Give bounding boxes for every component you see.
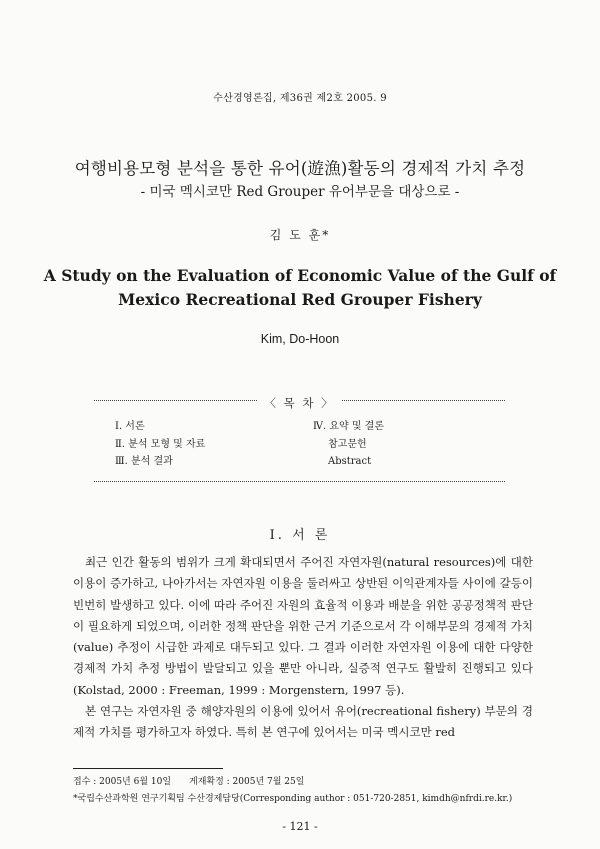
accepted-date: 게재확정 : 2005년 7월 25일 <box>189 777 305 787</box>
english-title-line-1: A Study on the Evaluation of Economic Value of the Gulf of <box>43 266 557 285</box>
section-heading: Ⅰ. 서 론 <box>269 528 331 543</box>
footnote-divider <box>73 768 223 769</box>
toc-item: Ⅱ. 분석 모형 및 자료 <box>115 438 206 450</box>
toc-item: Abstract <box>328 456 372 467</box>
korean-subtitle: - 미국 멕시코만 Red Grouper 유어부문을 대상으로 - <box>140 184 460 200</box>
footnote-dates <box>73 774 304 787</box>
toc-item: Ⅰ. 서론 <box>115 421 145 432</box>
paragraph: 최근 인간 활동의 범위가 크게 확대되면서 주어진 자연자원(natural resources)에 대한 이용이 증가하고, 나아가서는 자연자원 이용을 둘러싸고 상반된 이익관계자들 사이에 갈등이 빈번히 발생하고 있다. 이에 따라 주어진 자원의 효율적 이용과 배분을 위한 공공정책적 판단이 필요하게 되었으며, 이러한 정책 판단을 위한 근거 기준으로서 각 이해부문의 경제적 가치(value) 추정이 시급한 과제로 대두되고 있다. 그 결과 이러한 자연자원 이용에 대한 다양한 경제적 가치 추정 방법이 발달되고 있을 뿐만 아니라, 실증적 연구도 활발히 진행되고 있다(Kolstad, 2000 : Freeman, 1999 : Morgenstern, 1997 등). <box>73 555 533 697</box>
english-title <box>0 264 600 312</box>
korean-title: 여행비용모형 분석을 통한 유어(遊漁)활동의 경제적 가치 추정 <box>74 159 526 178</box>
body-text <box>73 552 533 744</box>
english-title-line-2: Mexico Recreational Red Grouper Fishery <box>118 290 482 309</box>
toc-heading <box>94 392 505 411</box>
journal-citation: 수산경영론집, 제36권 제2호 2005. 9 <box>213 93 387 104</box>
english-author: Kim, Do-Hoon <box>260 332 340 346</box>
toc-item: Ⅳ. 요약 및 결론 <box>313 421 385 432</box>
table-of-contents <box>94 396 505 482</box>
toc-heading-label: 〈 목 차 〉 <box>258 396 340 410</box>
toc-left-column <box>115 418 205 471</box>
korean-author: 김 도 훈* <box>269 228 331 242</box>
toc-item: 참고문헌 <box>328 438 367 450</box>
footnote-affiliation: *국립수산과학원 연구기획팀 수산경제담당(Corresponding author : 051-720-2851, kimdh@nfrdi.re.kr.) <box>73 794 513 804</box>
toc-item: Ⅲ. 분석 결과 <box>115 456 173 467</box>
page-number: - 121 - <box>282 820 318 833</box>
toc-right-column <box>313 418 384 471</box>
paragraph: 본 연구는 자연자원 중 해양자원의 이용에 있어서 유어(recreational fishery) 부문의 경제적 가치를 평가하고자 하였다. 특히 본 연구에 있어서는 미국 멕시코만 red <box>73 704 533 740</box>
received-date: 접수 : 2005년 6월 10일 <box>73 777 172 787</box>
